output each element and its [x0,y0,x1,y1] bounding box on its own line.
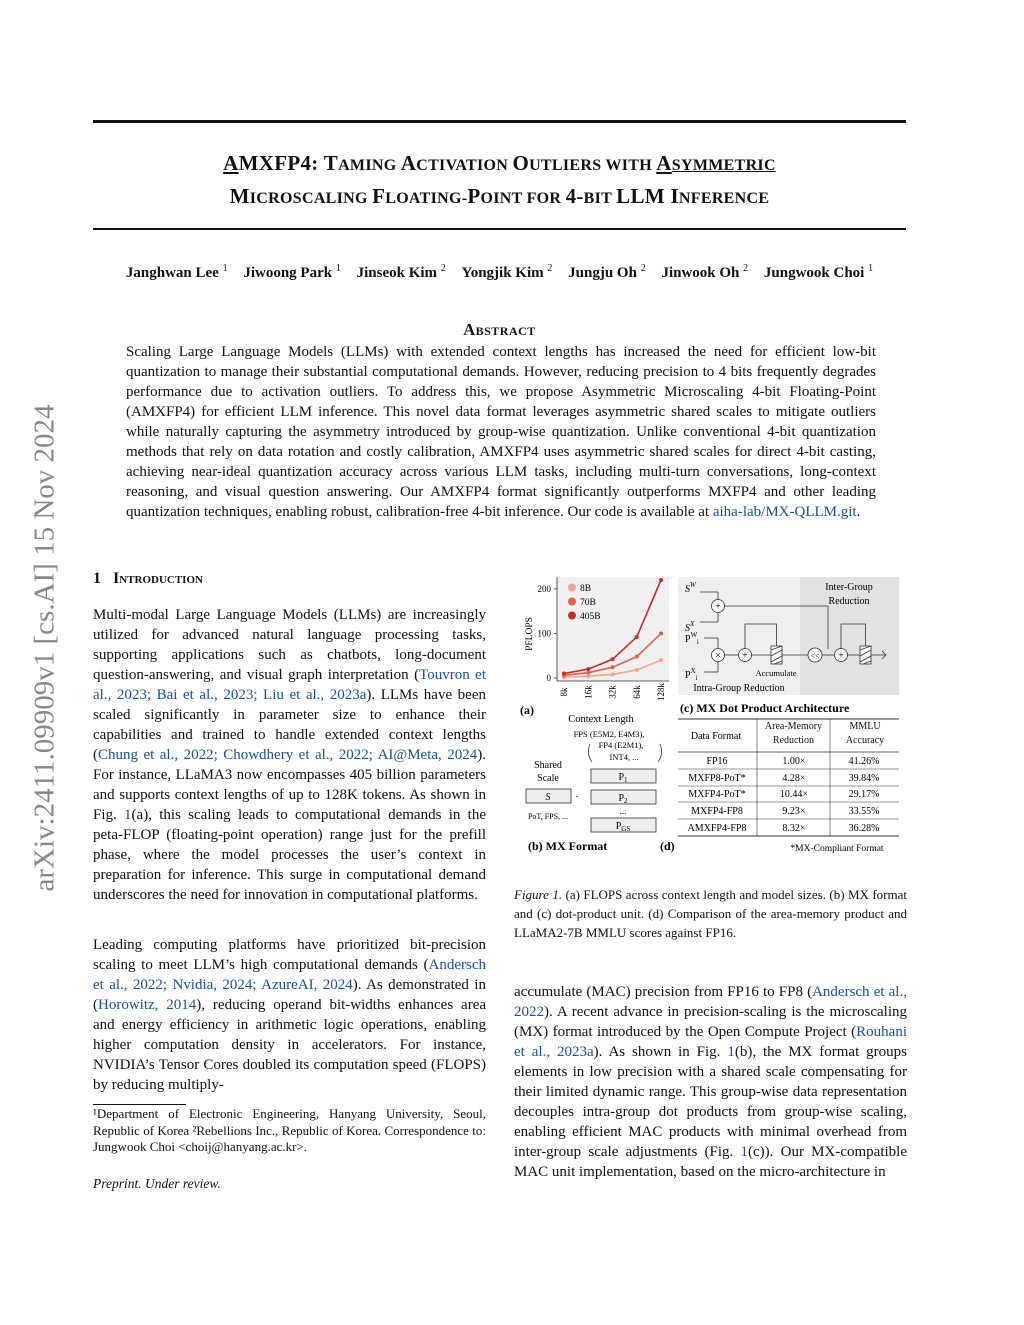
citation-link[interactable]: Chung et al., 2022; Chowdhery et al., 2022; AI@Meta, 2024 [98,747,478,763]
panel-d-label: (d) [660,839,675,853]
intro-paragraph-2: Leading computing platforms have prioritized bit-precision scaling to meet LLM’s high computational demands (Andersch et al., 2022; Nvidia, 2024; AzureAI, 2024). As demonstrated in (Horowitz, 2014), reducing operand bit-widths enhances area and energy efficiency in arithmetic logic operations, enabling higher computation density in accelerators. For instance, NVIDIA’s Tensor Cores doubled its computation speed (FLOPS) by reducing multiply- [93,937,487,1093]
author: Jiwoong Park $^1$ [243,263,341,281]
x-tick-label: 128k [656,683,666,701]
element-label: $P_1$ [618,772,628,784]
inter-group-region [800,577,899,695]
data-point [586,671,590,675]
x-axis-label: Context Length [568,714,634,725]
table-cell: 4.28× [782,773,806,784]
intra-group-label: Intra-Group Reduction [693,683,785,694]
preprint-note: Preprint. Under review. [93,1176,221,1191]
panel-c-label: (c) MX Dot Product Architecture [680,701,850,715]
svg-text:×: × [715,650,721,662]
figure-caption: Figure 1. (a) FLOPS across context length and model sizes. (b) MX format and (c) dot-product unit. (d) Comparison of the area-memory product and LLaMA2-7B MMLU scores against FP16. [514,887,907,940]
legend-marker [568,598,576,606]
sx-label: $S^X$ [685,620,695,634]
ellipsis: ... [619,806,627,816]
author: Jinwook Oh $^2$ [661,263,749,281]
data-point [635,635,639,639]
section-heading: 1 Introduction [93,570,203,587]
inter-group-label: Inter-Group [825,582,873,593]
legend-label: 405B [580,612,601,622]
table-note: *MX-Compliant Format [790,844,884,854]
table-cell: 39.84% [848,773,880,784]
data-point [611,657,615,661]
shared-scale-label: Shared [534,760,562,771]
dot-product-architecture [678,577,899,715]
figure-1 [514,574,908,864]
footnote: ¹Department of Electronic Engineering, Hanyang University, Seoul, Republic of Korea ²Rebellions Inc., Republic of Korea. Correspondence to: Jungwook Choi <choij@hanyang.ac.kr>. [93,1106,486,1154]
px-label: $P^X_i$ [685,667,698,682]
pw-label: $P^W_i$ [685,631,699,646]
table-cell: FP16 [706,756,728,767]
panel-b-label: (b) MX Format [528,839,608,853]
table-cell: AMXFP4-FP8 [687,823,747,834]
mx-type-label: FPS (E5M2, E4M3), [573,729,645,739]
comparison-table [678,719,899,854]
table-cell: 8.32× [782,823,806,834]
bracket-right [658,744,662,762]
arxiv-stamp: arXiv:2411.09909v1 [cs.AI] 15 Nov 2024 [28,403,61,892]
x-tick-label: 8k [559,687,569,697]
table-header: Data Format [690,731,742,742]
data-point [586,667,590,671]
title-top-rule [93,120,906,123]
scale-symbol: S [545,792,551,803]
table-cell: MXFP4-FP8 [691,806,743,817]
x-tick-label: 64k [631,685,642,699]
accumulate-label: Accumulate [755,668,797,678]
shared-scale-label: Scale [537,773,559,784]
mx-format-diagram [526,729,675,853]
citation-link[interactable]: Horowitz, 2014 [98,997,197,1013]
author: Yongjik Kim $^2$ [461,263,553,281]
y-axis-label: PFLOPS [525,617,535,651]
y-tick-label: 100 [537,628,551,639]
legend-marker [568,584,576,592]
y-tick-label: 0 [546,673,551,683]
legend-marker [568,612,576,620]
inter-group-label: Reduction [828,596,870,607]
table-cell: 9.23× [782,806,806,817]
table-cell: 1.00× [782,756,806,767]
panel-a-label: (a) [520,703,534,717]
flops-chart [520,577,669,725]
table-cell: 33.55% [848,806,880,817]
intro-paragraph-1: Multi-modal Large Language Models (LLMs) are increasingly utilized for advanced natural language processing tasks, supporting applications such as chatbots, long-document question-answering, and visual graph interpretation (Touvron et al., 2023; Bai et al., 2023; Liu et al., 2023a). LLMs have been scaled significantly in parameter size to enhance their capabilities and trained to handle extended context lengths (Chung et al., 2022; Chowdhery et al., 2022; AI@Meta, 2024). For instance, LLaMA3 now encompasses 405 billion parameters and supports context lengths of up to 128K tokens. As shown in Fig. 1(a), this scaling leads to computational demands in the peta-FLOP (floating-point operation) range just for the prefill phase, where the model processes the user’s context in preparation for inference. This surge in computational demand underscores the need for innovation in computational platforms. [93,607,486,903]
table-cell: 41.26% [848,756,880,767]
svg-text:+: + [838,650,844,662]
data-point [659,631,663,635]
legend-label: 70B [580,598,596,608]
figure-link[interactable]: 1 [727,1044,735,1060]
figure-link[interactable]: 1 [124,807,132,823]
author: Janghwan Lee $^1$ [125,263,228,281]
mx-type-label: FP4 (E2M1), [598,740,644,750]
abstract-heading: Abstract [463,320,536,339]
svg-text:+: + [715,601,721,613]
table-header: MMLU Accuracy [845,721,885,746]
table-cell: 10.44× [779,789,809,800]
paper-title: AMXFP4: TAMING ACTIVATION OUTLIERS WITH ASYMMETRIC MICROSCALING FLOATING-POINT FOR 4-BIT LLM INFERENCE [223,151,776,208]
author: Jinseok Kim $^2$ [356,263,446,281]
citation-link[interactable]: Andersch et al., 2022 [514,984,907,1020]
figure-link[interactable]: 1 [740,1144,748,1160]
data-point [611,672,615,676]
author-list [93,263,906,282]
table-header: Area-Memory Reduction [764,721,823,746]
data-point [611,665,615,669]
citation-link[interactable]: Touvron et al., 2023; Bai et al., 2023; Liu et al., 2023a [93,667,486,703]
svg-text:<<: << [810,651,820,661]
y-tick-label: 200 [537,583,551,594]
data-point [635,668,639,672]
data-point [586,674,590,678]
legend-label: 8B [580,584,592,594]
element-label: $P_2$ [618,793,628,805]
author: Jungju Oh $^2$ [568,263,646,281]
data-point [659,658,663,662]
scale-types-label: PoT, FPS, ... [527,812,569,821]
sw-label: $S^W$ [685,581,696,595]
abstract-body: Scaling Large Language Models (LLMs) with extended context lengths has increased the need for efficient low-bit quantization to manage their substantial computational demands. However, reducing precision to 4 bits frequently degrades performance due to activation outliers. To address this, we propose Asymmetric Microscaling 4-bit Floating-Point (AMXFP4) for efficient LLM inference. This novel data format leverages asymmetric shared scales to mitigate outliers while naturally capturing the asymmetry introduced by group-wise quantization. Unlike conventional 4-bit quantization methods that rely on data rotation and costly calibration, AMXFP4 uses asymmetric shared scales for direct 4-bit casting, achieving near-ideal quantization accuracy across various LLM tasks, including multi-turn conversations, long-context reasoning, and visual question answering. Our AMXFP4 format significantly outperforms MXFP4 and other leading quantization techniques, enabling robust, calibration-free 4-bit inference. Our code is available at aiha-lab/MX-QLLM.git. [126,344,876,520]
table-cell: MXFP4-PoT* [688,789,746,800]
title-bottom-rule [93,228,906,230]
mx-type-label: INT4, ... [609,752,639,762]
data-point [562,672,566,676]
right-paragraph: accumulate (MAC) precision from FP16 to FP8 (Andersch et al., 2022). A recent advance in precision-scaling is the microscaling (MX) format introduced by the Open Compute Project (Rouhani et al., 2023a). As shown in Fig. 1(b), the MX format groups elements in low precision with a shared scale compensating for their limited dynamic range. This group-wise data representation decouples intra-group dot products from group-wise scaling, enabling efficient MAC products with minimal overhead from inter-group scale adjustments (Fig. 1(c)). Our MX-compatible MAC unit implementation, based on the micro-architecture in [514,984,907,1180]
data-point [659,578,663,582]
element-label: $P_{GS}$ [615,821,631,833]
dot-symbol: · [575,789,579,803]
svg-text:+: + [742,650,748,662]
footnote-rule [93,1104,186,1105]
table-cell: 29.17% [848,789,880,800]
x-tick-label: 16k [583,685,594,699]
bracket-left [588,744,592,762]
table-cell: 36.28% [848,823,880,834]
code-link[interactable]: aiha-lab/MX-QLLM.git [712,504,857,520]
table-cell: MXFP8-PoT* [688,773,746,784]
author: Jungwook Choi $^1$ [763,263,874,281]
citation-link[interactable]: Andersch et al., 2022; Nvidia, 2024; AzureAI, 2024 [93,957,486,993]
citation-link[interactable]: Rouhani et al., 2023a [514,1024,907,1060]
data-point [635,655,639,659]
x-tick-label: 32k [607,685,618,699]
